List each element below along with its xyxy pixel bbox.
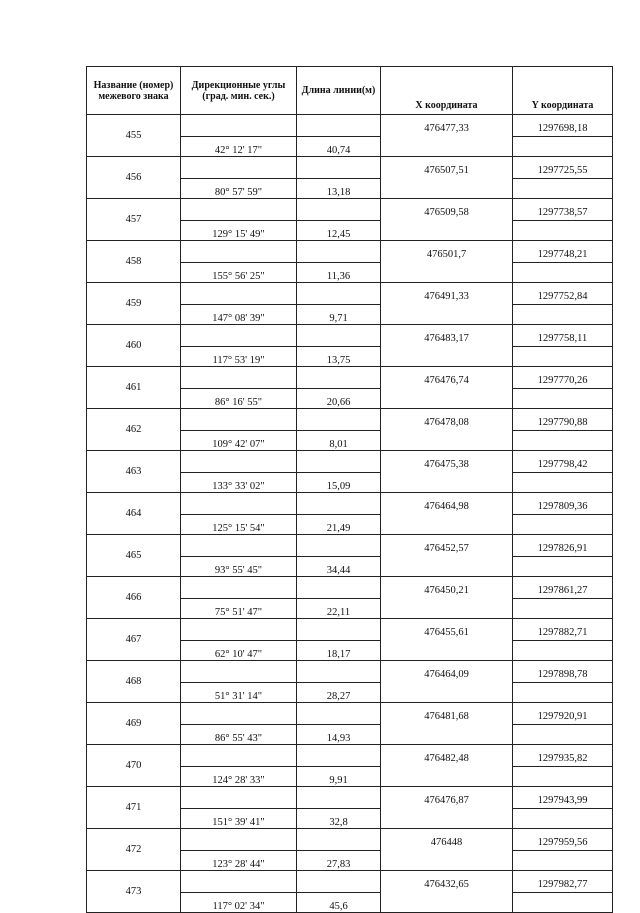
empty-cell [297,787,381,809]
empty-cell [297,115,381,137]
empty-cell [513,683,613,703]
line-length-cell: 40,74 [297,137,381,157]
line-length-cell: 22,11 [297,599,381,619]
point-name-cell: 460 [87,325,181,367]
y-coordinate-cell: 1297826,91 [513,535,613,557]
x-coordinate-cell: 476464,09 [381,661,513,683]
empty-cell [181,325,297,347]
x-coordinate-cell: 476450,21 [381,577,513,599]
y-coordinate-cell: 1297758,11 [513,325,613,347]
empty-cell [381,431,513,451]
empty-cell [181,493,297,515]
empty-cell [381,179,513,199]
point-name-cell: 472 [87,829,181,871]
direction-angle-cell: 51° 31' 14" [181,683,297,703]
empty-cell [381,557,513,577]
x-coordinate-cell: 476507,51 [381,157,513,179]
empty-cell [381,641,513,661]
y-coordinate-cell: 1297959,56 [513,829,613,851]
empty-cell [513,851,613,871]
x-coordinate-cell: 476432,65 [381,871,513,893]
y-coordinate-cell: 1297752,84 [513,283,613,305]
empty-cell [513,641,613,661]
empty-cell [181,241,297,263]
table-row [87,409,613,431]
empty-cell [181,619,297,641]
header-x-coordinate: X координата [381,67,513,115]
y-coordinate-cell: 1297698,18 [513,115,613,137]
direction-angle-cell: 86° 16' 55" [181,389,297,409]
table-header-row [87,67,613,115]
x-coordinate-cell: 476452,57 [381,535,513,557]
empty-cell [513,725,613,745]
x-coordinate-cell: 476491,33 [381,283,513,305]
direction-angle-cell: 62° 10' 47" [181,641,297,661]
point-name-cell: 457 [87,199,181,241]
empty-cell [381,683,513,703]
line-length-cell: 21,49 [297,515,381,535]
point-name-cell: 464 [87,493,181,535]
empty-cell [513,767,613,787]
empty-cell [381,389,513,409]
empty-cell [513,305,613,325]
x-coordinate-cell: 476481,68 [381,703,513,725]
empty-cell [181,199,297,221]
empty-cell [297,661,381,683]
direction-angle-cell: 109° 42' 07" [181,431,297,451]
line-length-cell: 45,6 [297,893,381,913]
direction-angle-cell: 80° 57' 59" [181,179,297,199]
table-row [87,283,613,305]
line-length-cell: 8,01 [297,431,381,451]
empty-cell [181,787,297,809]
empty-cell [381,809,513,829]
empty-cell [297,745,381,767]
empty-cell [513,179,613,199]
empty-cell [513,263,613,283]
empty-cell [381,263,513,283]
y-coordinate-cell: 1297738,57 [513,199,613,221]
y-coordinate-cell: 1297898,78 [513,661,613,683]
x-coordinate-cell: 476475,38 [381,451,513,473]
table-row [87,871,613,893]
empty-cell [297,367,381,389]
empty-cell [297,871,381,893]
coordinates-sheet [86,66,612,913]
x-coordinate-cell: 476478,08 [381,409,513,431]
empty-cell [381,347,513,367]
empty-cell [513,473,613,493]
table-row [87,787,613,809]
point-name-cell: 461 [87,367,181,409]
point-name-cell: 467 [87,619,181,661]
empty-cell [297,199,381,221]
y-coordinate-cell: 1297943,99 [513,787,613,809]
line-length-cell: 11,36 [297,263,381,283]
empty-cell [381,599,513,619]
point-name-cell: 465 [87,535,181,577]
empty-cell [297,409,381,431]
empty-cell [513,389,613,409]
x-coordinate-cell: 476455,61 [381,619,513,641]
empty-cell [513,557,613,577]
empty-cell [381,137,513,157]
line-length-cell: 28,27 [297,683,381,703]
point-name-cell: 462 [87,409,181,451]
empty-cell [513,347,613,367]
empty-cell [181,703,297,725]
x-coordinate-cell: 476464,98 [381,493,513,515]
table-row [87,199,613,221]
empty-cell [297,241,381,263]
header-y-coordinate: Y координата [513,67,613,115]
point-name-cell: 458 [87,241,181,283]
line-length-cell: 9,91 [297,767,381,787]
y-coordinate-cell: 1297920,91 [513,703,613,725]
table-row [87,829,613,851]
empty-cell [297,619,381,641]
point-name-cell: 470 [87,745,181,787]
point-name-cell: 469 [87,703,181,745]
point-name-cell: 459 [87,283,181,325]
y-coordinate-cell: 1297770,26 [513,367,613,389]
point-name-cell: 466 [87,577,181,619]
empty-cell [381,851,513,871]
y-coordinate-cell: 1297725,55 [513,157,613,179]
line-length-cell: 13,18 [297,179,381,199]
empty-cell [297,325,381,347]
y-coordinate-cell: 1297809,36 [513,493,613,515]
table-row [87,619,613,641]
y-coordinate-cell: 1297882,71 [513,619,613,641]
empty-cell [381,725,513,745]
direction-angle-cell: 129° 15' 49" [181,221,297,241]
line-length-cell: 15,09 [297,473,381,493]
y-coordinate-cell: 1297748,21 [513,241,613,263]
y-coordinate-cell: 1297982,77 [513,871,613,893]
empty-cell [381,767,513,787]
y-coordinate-cell: 1297861,27 [513,577,613,599]
empty-cell [181,157,297,179]
line-length-cell: 13,75 [297,347,381,367]
point-name-cell: 456 [87,157,181,199]
empty-cell [513,515,613,535]
line-length-cell: 27,83 [297,851,381,871]
empty-cell [297,535,381,557]
y-coordinate-cell: 1297935,82 [513,745,613,767]
y-coordinate-cell: 1297790,88 [513,409,613,431]
x-coordinate-cell: 476476,87 [381,787,513,809]
boundary-points-table [86,66,613,913]
x-coordinate-cell: 476476,74 [381,367,513,389]
empty-cell [181,871,297,893]
line-length-cell: 18,17 [297,641,381,661]
empty-cell [181,745,297,767]
direction-angle-cell: 86° 55' 43" [181,725,297,745]
direction-angle-cell: 125° 15' 54" [181,515,297,535]
table-row [87,703,613,725]
line-length-cell: 14,93 [297,725,381,745]
empty-cell [181,367,297,389]
point-name-cell: 468 [87,661,181,703]
empty-cell [513,137,613,157]
empty-cell [181,829,297,851]
empty-cell [181,535,297,557]
empty-cell [181,661,297,683]
direction-angle-cell: 123° 28' 44" [181,851,297,871]
line-length-cell: 12,45 [297,221,381,241]
x-coordinate-cell: 476509,58 [381,199,513,221]
point-name-cell: 473 [87,871,181,913]
empty-cell [381,515,513,535]
empty-cell [181,283,297,305]
table-row [87,493,613,515]
table-row [87,325,613,347]
table-row [87,157,613,179]
empty-cell [297,577,381,599]
empty-cell [513,893,613,913]
empty-cell [381,473,513,493]
direction-angle-cell: 155° 56' 25" [181,263,297,283]
direction-angle-cell: 133° 33' 02" [181,473,297,493]
table-row [87,535,613,557]
direction-angle-cell: 151° 39' 41" [181,809,297,829]
empty-cell [381,893,513,913]
header-line-length: Длина линии(м) [297,67,381,115]
x-coordinate-cell: 476501,7 [381,241,513,263]
empty-cell [181,409,297,431]
header-point-name: Название (номер) межевого знака [87,67,181,115]
empty-cell [297,157,381,179]
empty-cell [181,577,297,599]
empty-cell [297,829,381,851]
empty-cell [513,599,613,619]
empty-cell [513,431,613,451]
table-row [87,241,613,263]
empty-cell [297,493,381,515]
line-length-cell: 9,71 [297,305,381,325]
header-direction-angle: Дирекционные углы (град. мин. сек.) [181,67,297,115]
table-row [87,115,613,137]
empty-cell [297,451,381,473]
direction-angle-cell: 124° 28' 33" [181,767,297,787]
empty-cell [381,221,513,241]
empty-cell [181,115,297,137]
x-coordinate-cell: 476477,33 [381,115,513,137]
y-coordinate-cell: 1297798,42 [513,451,613,473]
direction-angle-cell: 147° 08' 39" [181,305,297,325]
direction-angle-cell: 117° 53' 19" [181,347,297,367]
direction-angle-cell: 75° 51' 47" [181,599,297,619]
empty-cell [513,809,613,829]
direction-angle-cell: 117° 02' 34" [181,893,297,913]
x-coordinate-cell: 476483,17 [381,325,513,347]
line-length-cell: 34,44 [297,557,381,577]
empty-cell [181,451,297,473]
table-row [87,661,613,683]
table-row [87,451,613,473]
table-row [87,745,613,767]
empty-cell [297,703,381,725]
point-name-cell: 463 [87,451,181,493]
x-coordinate-cell: 476482,48 [381,745,513,767]
point-name-cell: 471 [87,787,181,829]
line-length-cell: 20,66 [297,389,381,409]
table-row [87,367,613,389]
direction-angle-cell: 93° 55' 45" [181,557,297,577]
line-length-cell: 32,8 [297,809,381,829]
point-name-cell: 455 [87,115,181,157]
table-row [87,577,613,599]
empty-cell [513,221,613,241]
x-coordinate-cell: 476448 [381,829,513,851]
direction-angle-cell: 42° 12' 17" [181,137,297,157]
empty-cell [297,283,381,305]
empty-cell [381,305,513,325]
